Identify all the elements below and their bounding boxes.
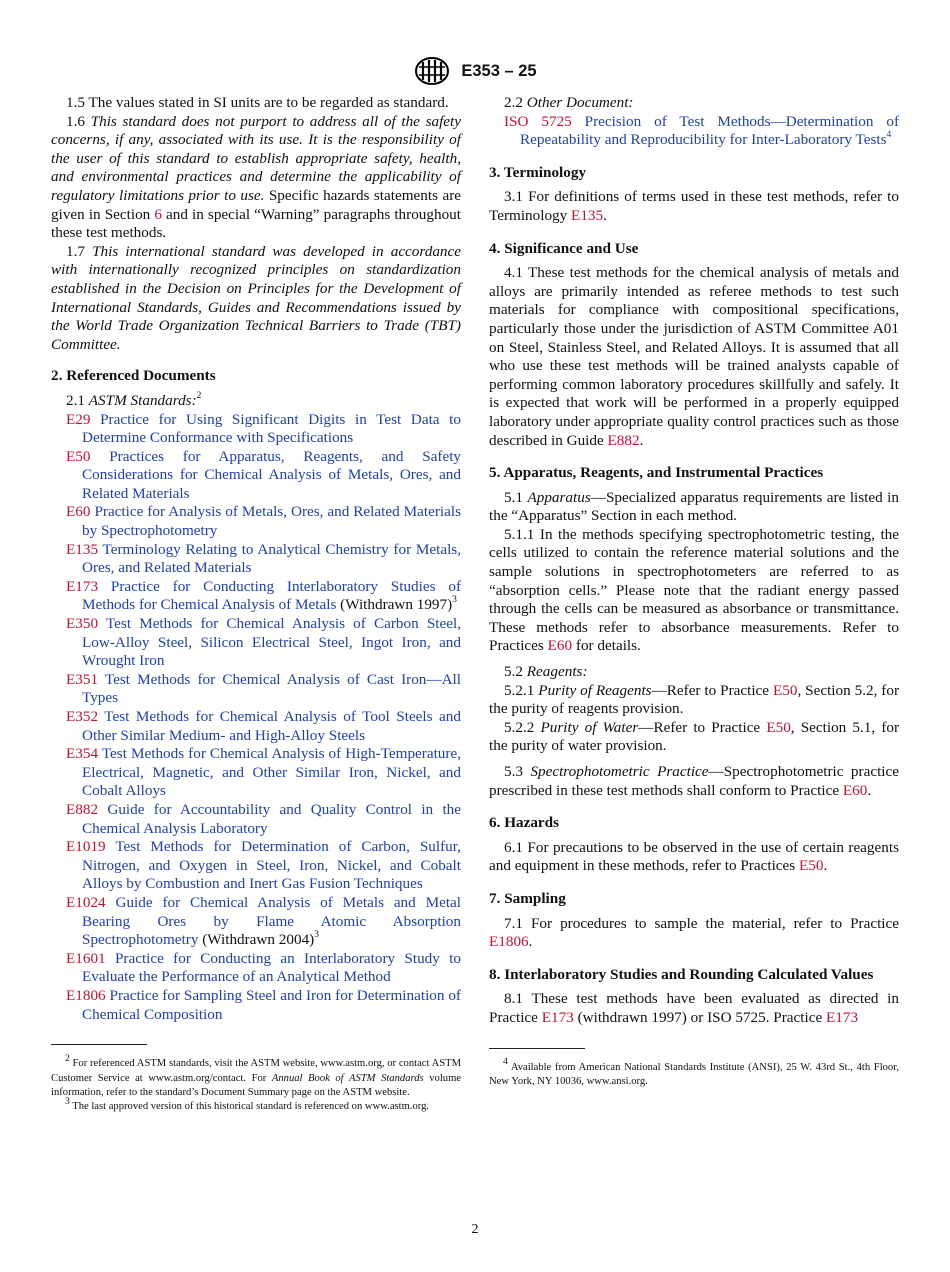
link-e173[interactable]: E173 (541, 1008, 574, 1026)
para-5-2-2: 5.2.2 Purity of Water—Refer to Practice E50, Section 5.1, for the purity of water provision. (489, 718, 900, 755)
ref-item[interactable]: E1019 Test Methods for Determination of Carbon, Sulfur, Nitrogen, and Oxygen in Steel, Iron, Nickel, and Cobalt Alloys by Combustion and Inert Gas Fusion Techniques (66, 838, 461, 893)
ref-item[interactable]: E1024 Guide for Chemical Analysis of Metals and Metal Bearing Ores by Flame Atomic Absorption Spectrophotometry (Withdrawn 2004)$^3$ (66, 893, 462, 949)
para-5-2: 5.2 Reagents: (504, 663, 588, 681)
link-e173[interactable]: E173 (826, 1008, 859, 1026)
ref-item[interactable]: E60 Practice for Analysis of Metals, Ores, and Related Materials by Spectrophotometry (66, 503, 462, 540)
section-2-heading: 2. Referenced Documents (51, 367, 216, 385)
link-e135[interactable]: E135 (571, 206, 604, 224)
referenced-standards-list (51, 411, 461, 1025)
left-column (51, 94, 461, 1115)
ref-item[interactable]: E50 Practices for Apparatus, Reagents, and Safety Considerations for Chemical Analysis of Metals, Ores, and Related Materials (66, 447, 462, 502)
footnote-3: $^3$ The last approved version of this historical standard is referenced on www.astm.org. (65, 1096, 430, 1113)
section-8-heading: 8. Interlaboratory Studies and Rounding Calculated Values (489, 965, 874, 983)
link-e882[interactable]: E882 (607, 431, 640, 449)
ref-item[interactable]: E1601 Practice for Conducting an Interlaboratory Study to Evaluate the Performance of an Analytical Method (66, 949, 461, 986)
para-5-2-1: 5.2.1 Purity of Reagents—Refer to Practice E50, Section 5.2, for the purity of reagents provision. (489, 681, 900, 718)
section-5-heading: 5. Apparatus, Reagents, and Instrumental Practices (489, 464, 824, 482)
page-header (0, 56, 950, 86)
section-7-heading: 7. Sampling (489, 889, 566, 907)
ref-item[interactable]: E173 Practice for Conducting Interlaboratory Studies of Methods for Chemical Analysis of Metals (Withdrawn 1997)$^3$ (66, 577, 462, 614)
ref-item[interactable]: E350 Test Methods for Chemical Analysis of Carbon Steel, Low-Alloy Steel, Silicon Electrical Steel, Ingot Iron, and Wrought Iron (66, 615, 461, 670)
link-e1806[interactable]: E1806 (489, 933, 529, 951)
link-e50[interactable]: E50 (798, 857, 824, 875)
footnote-divider (51, 1044, 147, 1045)
page-number: 2 (471, 1222, 479, 1237)
link-e60[interactable]: E60 (547, 637, 573, 655)
ref-item[interactable]: E352 Test Methods for Chemical Analysis of Tool Steels and Other Similar Medium- and High-Alloy Steels (66, 708, 461, 744)
para-5-1: 5.1 Apparatus—Specialized apparatus requirements are listed in the “Apparatus” Section in each method. (489, 488, 899, 525)
ref-item[interactable]: E29 Practice for Using Significant Digits in Test Data to Determine Conformance with Specifications (66, 410, 461, 447)
para-5-3: 5.3 Spectrophotometric Practice—Spectrophotometric practice prescribed in these test methods shall conform to Practice E60. (489, 763, 899, 799)
link-e60[interactable]: E60 (842, 781, 868, 799)
para-5-1-1: 5.1.1 In the methods specifying spectrophotometric testing, the cells utilized to contain the reference material solutions and the sample solutions in spectrophotometers are referred to as “absorption cells.” Please note that the radiant energy passed through the cells can be measured as absorbance or transmittance. These methods refer to absorbance measurements. Refer to Practices E60 for details. (489, 525, 899, 655)
astm-logo (413, 56, 451, 86)
para-1-6: 1.6 This standard does not purport to address all of the safety concerns, if any, associated with its use. It is the responsibility of the user of this standard to establish appropriate safety, health, and environmental practices and determine the applicability of regulatory limitations prior to use. Specific hazards statements are given in Section 6 and in special “Warning” paragraphs throughout these test methods. (51, 112, 462, 242)
para-7-1: 7.1 For procedures to sample the material, refer to Practice E1806. (489, 914, 899, 951)
para-6-1: 6.1 For precautions to be observed in the use of certain reagents and equipment in these methods, refer to Practices E50. (489, 838, 899, 875)
link-e50[interactable]: E50 (766, 718, 791, 736)
section-4-heading: 4. Significance and Use (489, 239, 639, 257)
right-column (489, 94, 899, 1089)
para-2-1: 2.1 ASTM Standards:$^2$ (66, 390, 202, 409)
ref-item[interactable]: E882 Guide for Accountability and Quality Control in the Chemical Analysis Laboratory (66, 800, 461, 837)
footnote-2: $^2$ For referenced ASTM standards, visit the ASTM website, www.astm.org, or contact ASTM Customer Service at www.astm.org/contact. For Annual Book of ASTM Standards volume information, refer to the standard’s Document Summary page on the ASTM website. (51, 1053, 462, 1098)
link-e50[interactable]: E50 (772, 681, 798, 699)
section-3-heading: 3. Terminology (489, 163, 587, 181)
footnote-4: $^4$ Available from American National Standards Institute (ANSI), 25 W. 43rd St., 4th Floor, New York, NY 10036, www.ansi.org. (489, 1057, 899, 1087)
designation: E353 – 25 (461, 61, 537, 80)
para-2-2: 2.2 Other Document: (504, 94, 634, 111)
ref-item[interactable]: E354 Test Methods for Chemical Analysis of High-Temperature, Electrical, Magnetic, and Other Similar Iron, Nickel, and Cobalt Alloys (66, 745, 461, 800)
para-1-5: 1.5 The values stated in SI units are to be regarded as standard. (66, 94, 449, 111)
ref-item[interactable]: E351 Test Methods for Chemical Analysis of Cast Iron—All Types (66, 670, 461, 707)
section-6-heading: 6. Hazards (489, 814, 560, 832)
link-section-6[interactable]: 6 (154, 205, 162, 223)
para-8-1: 8.1 These test methods have been evaluated as directed in Practice E173 (withdrawn 1997) or ISO 5725. Practice E173 (489, 990, 899, 1026)
iso-reference[interactable]: ISO 5725 Precision of Test Methods—Determination of Repeatability and Reproducibility for Inter-Laboratory Tests$^4$ (504, 112, 899, 149)
para-3-1: 3.1 For definitions of terms used in these test methods, refer to Terminology E135. (489, 188, 899, 224)
ref-item[interactable]: E135 Terminology Relating to Analytical Chemistry for Metals, Ores, and Related Materials (66, 540, 461, 577)
footnote-divider (489, 1048, 585, 1049)
para-4-1: 4.1 These test methods for the chemical analysis of metals and alloys are primarily intended as referee methods to test such materials for compliance with compositional specifications, particularly those under the jurisdiction of ASTM Committee A01 on Steel, Stainless Steel, and Related Alloys. It is assumed that all who use these test methods will be trained analysts capable of performing common laboratory procedures skillfully and safely. It is expected that work will be performed in a properly equipped laboratory under appropriate quality control practices such as those described in Guide E882. (489, 264, 899, 449)
para-1-7: 1.7 This international standard was developed in accordance with internationally recognized principles on standardization established in the Decision on Principles for the Development of International Standards, Guides and Recommendations issued by the World Trade Organization Technical Barriers to Trade (TBT) Committee. (51, 242, 462, 353)
ref-item[interactable]: E1806 Practice for Sampling Steel and Iron for Determination of Chemical Composition (66, 986, 461, 1023)
